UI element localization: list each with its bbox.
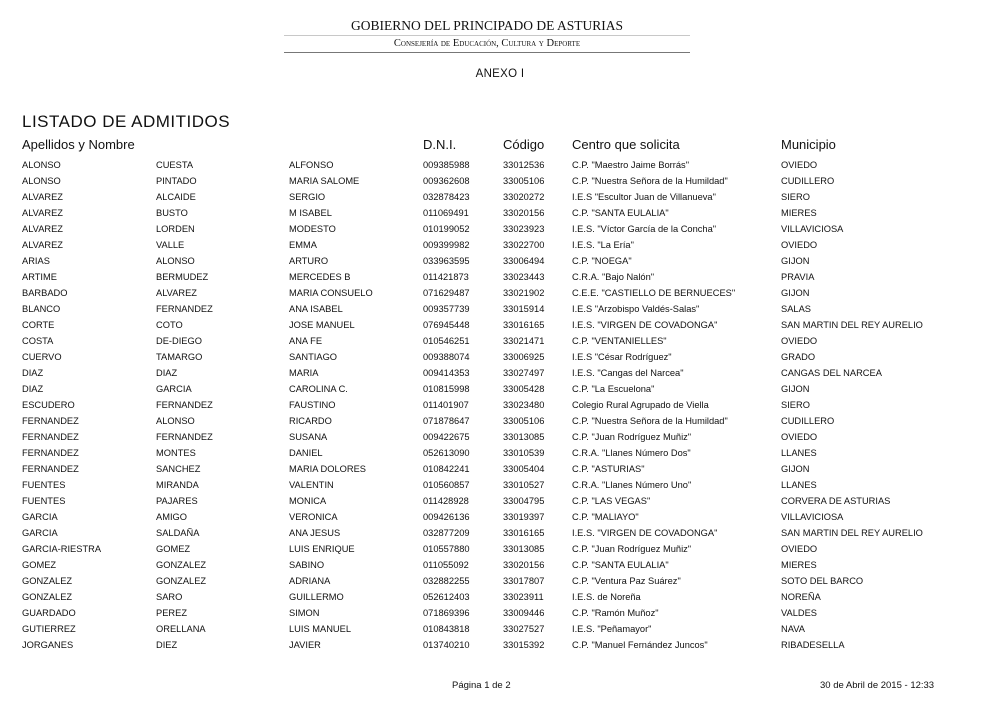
- table-row: [0, 157, 1000, 173]
- surname-1: FUENTES: [22, 496, 66, 506]
- dni: 009385988: [423, 160, 470, 170]
- center-code: 33021902: [503, 288, 545, 298]
- table-row: [0, 317, 1000, 333]
- table-row: [0, 365, 1000, 381]
- dni: 010199052: [423, 224, 470, 234]
- first-name: SERGIO: [289, 192, 326, 202]
- surname-1: ALVAREZ: [22, 224, 63, 234]
- center-name: I.E.S. "VIRGEN DE COVADONGA": [572, 320, 718, 330]
- surname-1: COSTA: [22, 336, 54, 346]
- dni: 071869396: [423, 608, 470, 618]
- municipality: CUDILLERO: [781, 176, 835, 186]
- surname-1: ARTIME: [22, 272, 57, 282]
- table-row: [0, 605, 1000, 621]
- government-title: GOBIERNO DEL PRINCIPADO DE ASTURIAS: [350, 18, 624, 33]
- first-name: LUIS MANUEL: [289, 624, 351, 634]
- center-name: I.E.S. "VIRGEN DE COVADONGA": [572, 528, 718, 538]
- center-code: 33027527: [503, 624, 545, 634]
- center-name: I.E.S. "La Ería": [572, 240, 634, 250]
- column-headers: [0, 137, 1000, 155]
- table-row: [0, 189, 1000, 205]
- surname-1: ESCUDERO: [22, 400, 75, 410]
- surname-1: CUERVO: [22, 352, 62, 362]
- municipality: OVIEDO: [781, 432, 818, 442]
- center-name: I.E.S. "Víctor García de la Concha": [572, 224, 717, 234]
- center-name: C.P. "LAS VEGAS": [572, 496, 651, 506]
- dni: 011428928: [423, 496, 469, 506]
- dni: 011055092: [423, 560, 469, 570]
- table-row: [0, 509, 1000, 525]
- table-row: [0, 285, 1000, 301]
- municipality: CORVERA DE ASTURIAS: [781, 496, 891, 506]
- surname-2: FERNANDEZ: [156, 400, 213, 410]
- municipality: OVIEDO: [781, 240, 818, 250]
- table-row: [0, 381, 1000, 397]
- surname-1: BLANCO: [22, 304, 61, 314]
- table-row: [0, 541, 1000, 557]
- municipality: MIERES: [781, 208, 817, 218]
- government-header: [284, 17, 690, 53]
- surname-2: PINTADO: [156, 176, 197, 186]
- surname-2: PEREZ: [156, 608, 187, 618]
- surname-2: DIEZ: [156, 640, 178, 650]
- center-code: 33016165: [503, 320, 545, 330]
- first-name: MERCEDES B: [289, 272, 351, 282]
- surname-2: DE-DIEGO: [156, 336, 202, 346]
- center-code: 33013085: [503, 544, 545, 554]
- table-row: [0, 205, 1000, 221]
- surname-1: GARCIA: [22, 528, 58, 538]
- municipality: SALAS: [781, 304, 811, 314]
- dni: 032882255: [423, 576, 470, 586]
- municipality: GIJON: [781, 288, 810, 298]
- surname-2: SARO: [156, 592, 183, 602]
- surname-1: GUARDADO: [22, 608, 76, 618]
- first-name: MARIA DOLORES: [289, 464, 366, 474]
- municipality: NAVA: [781, 624, 805, 634]
- surname-1: FERNANDEZ: [22, 464, 79, 474]
- first-name: ARTURO: [289, 256, 329, 266]
- dni: 009357739: [423, 304, 470, 314]
- dni: 071878647: [423, 416, 470, 426]
- center-name: I.E.S "César Rodríguez": [572, 352, 672, 362]
- municipality: GRADO: [781, 352, 816, 362]
- first-name: FAUSTINO: [289, 400, 336, 410]
- department-name: Consejería de Educación, Cultura y Deporte: [393, 38, 581, 49]
- municipality: SAN MARTIN DEL REY AURELIO: [781, 320, 923, 330]
- surname-1: DIAZ: [22, 368, 44, 378]
- surname-2: SALDAÑA: [156, 528, 200, 538]
- first-name: RICARDO: [289, 416, 332, 426]
- municipality: GIJON: [781, 384, 810, 394]
- first-name: MARIA SALOME: [289, 176, 360, 186]
- surname-2: DIAZ: [156, 368, 178, 378]
- center-code: 33005106: [503, 416, 545, 426]
- center-name: C.P. "Nuestra Señora de la Humildad": [572, 416, 728, 426]
- admitted-list: [0, 157, 1000, 653]
- center-name: C.P. "MALIAYO": [572, 512, 639, 522]
- column-header-center: Centro que solicita: [572, 137, 680, 152]
- table-row: [0, 301, 1000, 317]
- first-name: DANIEL: [289, 448, 323, 458]
- center-name: I.E.S "Escultor Juan de Villanueva": [572, 192, 716, 202]
- center-code: 33023480: [503, 400, 545, 410]
- table-row: [0, 525, 1000, 541]
- center-name: C.P. "La Escuelona": [572, 384, 655, 394]
- dni: 009362608: [423, 176, 470, 186]
- first-name: MONICA: [289, 496, 327, 506]
- table-row: [0, 573, 1000, 589]
- dni: 010815998: [423, 384, 470, 394]
- first-name: MARIA CONSUELO: [289, 288, 373, 298]
- municipality: RIBADESELLA: [781, 640, 845, 650]
- dni: 009414353: [423, 368, 470, 378]
- dni: 071629487: [423, 288, 470, 298]
- municipality: PRAVIA: [781, 272, 815, 282]
- center-name: C.P. "VENTANIELLES": [572, 336, 667, 346]
- center-code: 33012536: [503, 160, 545, 170]
- municipality: MIERES: [781, 560, 817, 570]
- table-row: [0, 637, 1000, 653]
- surname-2: LORDEN: [156, 224, 195, 234]
- first-name: ANA JESUS: [289, 528, 341, 538]
- center-code: 33023911: [503, 592, 544, 602]
- surname-2: PAJARES: [156, 496, 198, 506]
- table-row: [0, 173, 1000, 189]
- municipality: SOTO DEL BARCO: [781, 576, 864, 586]
- center-code: 33006494: [503, 256, 545, 266]
- dni: 010843818: [423, 624, 470, 634]
- center-name: I.E.S. "Cangas del Narcea": [572, 368, 684, 378]
- dni: 010560857: [423, 480, 470, 490]
- table-row: [0, 253, 1000, 269]
- table-row: [0, 349, 1000, 365]
- first-name: ANA FE: [289, 336, 323, 346]
- first-name: JOSE MANUEL: [289, 320, 355, 330]
- surname-2: GOMEZ: [156, 544, 191, 554]
- surname-2: CUESTA: [156, 160, 194, 170]
- municipality: OVIEDO: [781, 160, 818, 170]
- surname-2: MIRANDA: [156, 480, 199, 490]
- center-name: C.P. "Juan Rodríguez Muñiz": [572, 544, 692, 554]
- dni: 011401907: [423, 400, 469, 410]
- table-row: [0, 557, 1000, 573]
- table-row: [0, 621, 1000, 637]
- center-name: C.P. "Ventura Paz Suárez": [572, 576, 681, 586]
- surname-2: GARCIA: [156, 384, 192, 394]
- table-row: [0, 397, 1000, 413]
- center-code: 33006925: [503, 352, 545, 362]
- center-code: 33020156: [503, 560, 545, 570]
- surname-2: ALCAIDE: [156, 192, 196, 202]
- table-row: [0, 269, 1000, 285]
- center-name: C.P. "SANTA EULALIA": [572, 208, 669, 218]
- center-name: C.P. "Maestro Jaime Borrás": [572, 160, 689, 170]
- municipality: VILLAVICIOSA: [781, 512, 844, 522]
- center-name: Colegio Rural Agrupado de Viella: [572, 400, 709, 410]
- table-row: [0, 445, 1000, 461]
- print-date: 30 de Abril de 2015 - 12:33: [820, 680, 935, 691]
- column-header-code: Código: [503, 137, 545, 152]
- header-divider-thin: [284, 35, 690, 36]
- surname-1: FERNANDEZ: [22, 448, 79, 458]
- surname-1: ALVAREZ: [22, 208, 63, 218]
- municipality: GIJON: [781, 464, 810, 474]
- center-name: C.P. "NOEGA": [572, 256, 632, 266]
- center-code: 33017807: [503, 576, 545, 586]
- table-row: [0, 333, 1000, 349]
- surname-1: CORTE: [22, 320, 55, 330]
- surname-1: GONZALEZ: [22, 576, 73, 586]
- dni: 010557880: [423, 544, 470, 554]
- first-name: M ISABEL: [289, 208, 332, 218]
- column-header-name: Apellidos y Nombre: [22, 137, 135, 152]
- surname-2: ALONSO: [156, 416, 195, 426]
- dni: 076945448: [423, 320, 470, 330]
- surname-2: ALONSO: [156, 256, 195, 266]
- surname-2: TAMARGO: [156, 352, 203, 362]
- surname-2: SANCHEZ: [156, 464, 201, 474]
- first-name: ALFONSO: [289, 160, 334, 170]
- center-name: C.R.A. "Llanes Número Dos": [572, 448, 691, 458]
- center-code: 33013085: [503, 432, 545, 442]
- surname-2: GONZALEZ: [156, 576, 207, 586]
- center-name: I.E.S "Arzobispo Valdés-Salas": [572, 304, 700, 314]
- surname-2: ORELLANA: [156, 624, 206, 634]
- surname-1: DIAZ: [22, 384, 44, 394]
- surname-2: ALVAREZ: [156, 288, 197, 298]
- surname-1: FERNANDEZ: [22, 432, 79, 442]
- center-name: C.P. "SANTA EULALIA": [572, 560, 669, 570]
- center-code: 33004795: [503, 496, 545, 506]
- dni: 009388074: [423, 352, 470, 362]
- table-row: [0, 221, 1000, 237]
- surname-1: GOMEZ: [22, 560, 57, 570]
- surname-1: JORGANES: [22, 640, 74, 650]
- first-name: CAROLINA C.: [289, 384, 348, 394]
- dni: 009399982: [423, 240, 470, 250]
- annex-label: ANEXO I: [475, 68, 525, 80]
- municipality: SAN MARTIN DEL REY AURELIO: [781, 528, 923, 538]
- center-name: C.R.A. "Bajo Nalón": [572, 272, 655, 282]
- list-title: LISTADO DE ADMITIDOS: [22, 112, 231, 131]
- surname-1: ALVAREZ: [22, 240, 63, 250]
- first-name: MODESTO: [289, 224, 336, 234]
- center-code: 33005106: [503, 176, 545, 186]
- dni: 032878423: [423, 192, 470, 202]
- surname-2: MONTES: [156, 448, 196, 458]
- table-row: [0, 429, 1000, 445]
- surname-1: GONZALEZ: [22, 592, 73, 602]
- dni: 009422675: [423, 432, 470, 442]
- center-code: 33022700: [503, 240, 545, 250]
- center-code: 33023443: [503, 272, 545, 282]
- first-name: SANTIAGO: [289, 352, 338, 362]
- center-name: I.E.S. de Noreña: [572, 592, 641, 602]
- dni: 052613090: [423, 448, 470, 458]
- table-row: [0, 237, 1000, 253]
- surname-1: ALONSO: [22, 176, 61, 186]
- municipality: SIERO: [781, 192, 810, 202]
- center-code: 33019397: [503, 512, 545, 522]
- column-header-municipality: Municipio: [781, 137, 836, 152]
- surname-1: ARIAS: [22, 256, 50, 266]
- municipality: GIJON: [781, 256, 810, 266]
- first-name: SABINO: [289, 560, 325, 570]
- dni: 011069491: [423, 208, 469, 218]
- header-divider: [284, 52, 690, 53]
- center-code: 33020272: [503, 192, 545, 202]
- center-name: C.R.A. "Llanes Número Uno": [572, 480, 692, 490]
- first-name: SUSANA: [289, 432, 328, 442]
- surname-2: BERMUDEZ: [156, 272, 209, 282]
- center-code: 33005428: [503, 384, 545, 394]
- municipality: SIERO: [781, 400, 810, 410]
- dni: 010546251: [423, 336, 470, 346]
- first-name: EMMA: [289, 240, 317, 250]
- surname-1: FERNANDEZ: [22, 416, 79, 426]
- table-row: [0, 493, 1000, 509]
- first-name: SIMON: [289, 608, 320, 618]
- first-name: VERONICA: [289, 512, 338, 522]
- center-name: I.E.S. "Peñamayor": [572, 624, 652, 634]
- first-name: LUIS ENRIQUE: [289, 544, 355, 554]
- surname-1: GARCIA-RIESTRA: [22, 544, 102, 554]
- first-name: VALENTIN: [289, 480, 334, 490]
- surname-2: BUSTO: [156, 208, 188, 218]
- center-code: 33016165: [503, 528, 545, 538]
- center-code: 33027497: [503, 368, 545, 378]
- surname-1: ALONSO: [22, 160, 61, 170]
- surname-1: GUTIERREZ: [22, 624, 76, 634]
- center-name: C.P. "ASTURIAS": [572, 464, 645, 474]
- column-header-dni: D.N.I.: [423, 137, 457, 152]
- dni: 011421873: [423, 272, 469, 282]
- table-row: [0, 589, 1000, 605]
- surname-2: VALLE: [156, 240, 185, 250]
- center-code: 33021471: [503, 336, 545, 346]
- center-name: C.P. "Juan Rodríguez Muñiz": [572, 432, 692, 442]
- center-code: 33023923: [503, 224, 545, 234]
- surname-1: GARCIA: [22, 512, 58, 522]
- center-code: 33009446: [503, 608, 545, 618]
- municipality: CANGAS DEL NARCEA: [781, 368, 882, 378]
- center-name: C.P. "Manuel Fernández Juncos": [572, 640, 708, 650]
- surname-1: FUENTES: [22, 480, 66, 490]
- first-name: JAVIER: [289, 640, 321, 650]
- center-code: 33020156: [503, 208, 545, 218]
- dni: 010842241: [423, 464, 470, 474]
- dni: 013740210: [423, 640, 470, 650]
- surname-2: FERNANDEZ: [156, 432, 213, 442]
- center-code: 33015392: [503, 640, 545, 650]
- municipality: OVIEDO: [781, 544, 818, 554]
- first-name: GUILLERMO: [289, 592, 344, 602]
- center-code: 33010539: [503, 448, 545, 458]
- first-name: ANA ISABEL: [289, 304, 343, 314]
- center-code: 33010527: [503, 480, 545, 490]
- municipality: VALDES: [781, 608, 817, 618]
- center-code: 33005404: [503, 464, 545, 474]
- municipality: OVIEDO: [781, 336, 818, 346]
- first-name: ADRIANA: [289, 576, 331, 586]
- municipality: LLANES: [781, 480, 817, 490]
- table-row: [0, 413, 1000, 429]
- first-name: MARIA: [289, 368, 319, 378]
- municipality: CUDILLERO: [781, 416, 835, 426]
- surname-1: BARBADO: [22, 288, 68, 298]
- page-number: Página 1 de 2: [452, 680, 511, 691]
- center-name: C.E.E. "CASTIELLO DE BERNUECES": [572, 288, 736, 298]
- surname-2: FERNANDEZ: [156, 304, 213, 314]
- dni: 009426136: [423, 512, 470, 522]
- center-name: C.P. "Nuestra Señora de la Humildad": [572, 176, 728, 186]
- municipality: NOREÑA: [781, 592, 821, 602]
- surname-2: GONZALEZ: [156, 560, 207, 570]
- surname-2: COTO: [156, 320, 183, 330]
- dni: 033963595: [423, 256, 470, 266]
- municipality: VILLAVICIOSA: [781, 224, 844, 234]
- table-row: [0, 461, 1000, 477]
- municipality: LLANES: [781, 448, 817, 458]
- center-code: 33015914: [503, 304, 545, 314]
- dni: 052612403: [423, 592, 470, 602]
- table-row: [0, 477, 1000, 493]
- center-name: C.P. "Ramón Muñoz": [572, 608, 659, 618]
- surname-1: ALVAREZ: [22, 192, 63, 202]
- surname-2: AMIGO: [156, 512, 187, 522]
- dni: 032877209: [423, 528, 470, 538]
